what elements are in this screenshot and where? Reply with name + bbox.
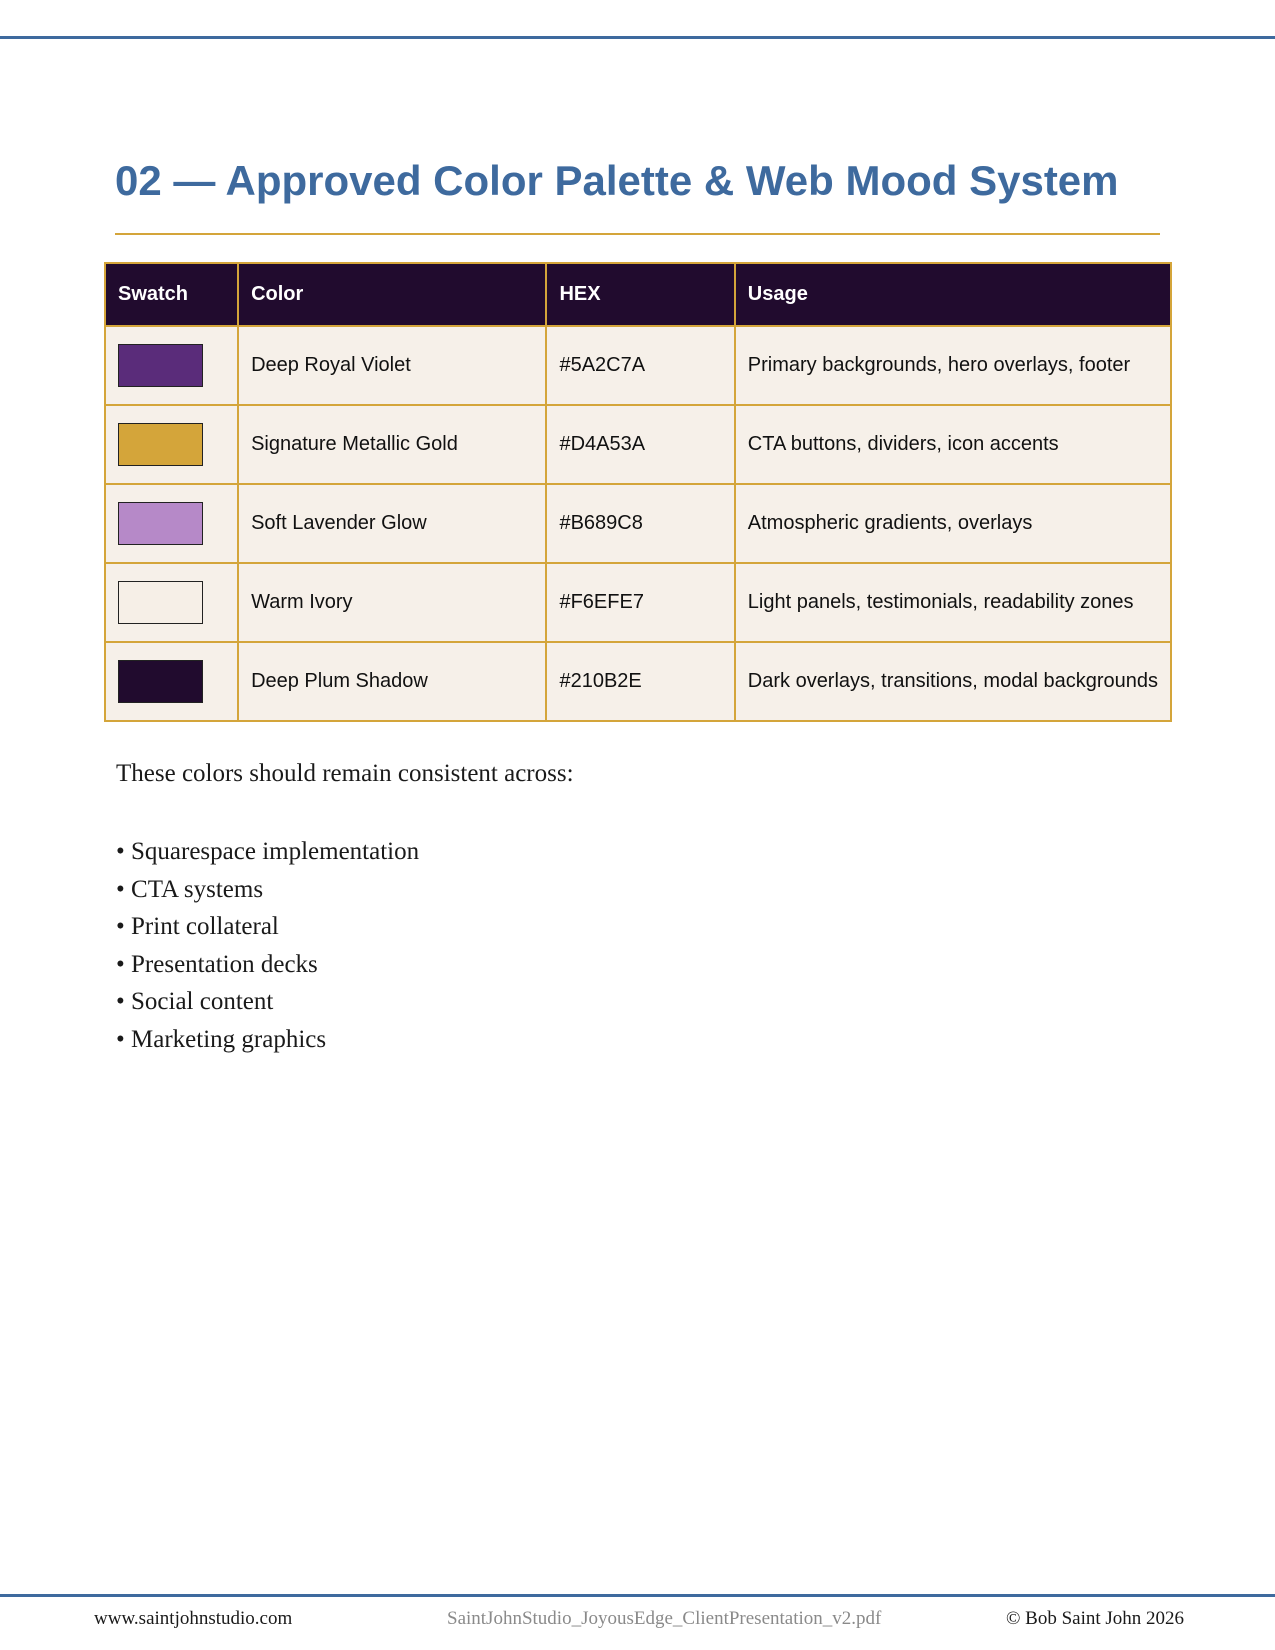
color-swatch	[118, 423, 203, 466]
usage-bullet-list	[116, 833, 419, 1058]
header-color: Color	[238, 263, 546, 326]
hex-cell: #B689C8	[546, 484, 734, 563]
swatch-cell	[105, 405, 238, 484]
footer-website-link[interactable]: www.saintjohnstudio.com	[94, 1608, 293, 1629]
color-name-cell: Signature Metallic Gold	[238, 405, 546, 484]
color-name-cell: Deep Plum Shadow	[238, 642, 546, 721]
list-item: • Social content	[116, 983, 419, 1021]
color-swatch	[118, 502, 203, 545]
usage-cell: Dark overlays, transitions, modal backgrounds	[735, 642, 1171, 721]
list-item: • Print collateral	[116, 908, 419, 946]
list-item: • Marketing graphics	[116, 1021, 419, 1059]
list-item: • Squarespace implementation	[116, 833, 419, 871]
page-title: 02 — Approved Color Palette & Web Mood System	[115, 157, 1119, 204]
top-rule	[0, 36, 1275, 39]
footer-filename: SaintJohnStudio_JoyousEdge_ClientPresentation_v2.pdf	[447, 1608, 882, 1629]
title-divider	[115, 233, 1160, 235]
usage-cell: Atmospheric gradients, overlays	[735, 484, 1171, 563]
color-swatch	[118, 660, 203, 703]
header-hex: HEX	[546, 263, 734, 326]
table-row	[105, 405, 1171, 484]
header-usage: Usage	[735, 263, 1171, 326]
color-name-cell: Warm Ivory	[238, 563, 546, 642]
color-palette-table	[104, 262, 1172, 722]
color-name-cell: Deep Royal Violet	[238, 326, 546, 405]
hex-cell: #F6EFE7	[546, 563, 734, 642]
swatch-cell	[105, 642, 238, 721]
table-row	[105, 563, 1171, 642]
table-header-row	[105, 263, 1171, 326]
swatch-cell	[105, 484, 238, 563]
table-row	[105, 642, 1171, 721]
hex-cell: #210B2E	[546, 642, 734, 721]
swatch-cell	[105, 563, 238, 642]
usage-cell: CTA buttons, dividers, icon accents	[735, 405, 1171, 484]
footer-rule	[0, 1594, 1275, 1597]
swatch-cell	[105, 326, 238, 405]
color-swatch	[118, 581, 203, 624]
table-row	[105, 484, 1171, 563]
footer-copyright: © Bob Saint John 2026	[1006, 1608, 1185, 1629]
usage-cell: Primary backgrounds, hero overlays, footer	[735, 326, 1171, 405]
list-item: • Presentation decks	[116, 946, 419, 984]
list-item: • CTA systems	[116, 871, 419, 909]
color-swatch	[118, 344, 203, 387]
header-swatch: Swatch	[105, 263, 238, 326]
hex-cell: #5A2C7A	[546, 326, 734, 405]
color-name-cell: Soft Lavender Glow	[238, 484, 546, 563]
intro-paragraph: These colors should remain consistent across:	[116, 760, 574, 787]
hex-cell: #D4A53A	[546, 405, 734, 484]
usage-cell: Light panels, testimonials, readability zones	[735, 563, 1171, 642]
table-row	[105, 326, 1171, 405]
